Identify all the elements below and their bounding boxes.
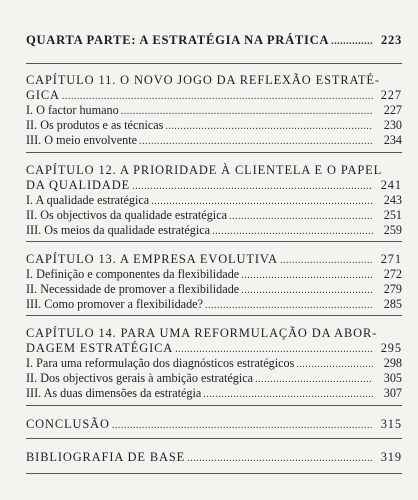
page-number: 234 xyxy=(383,133,402,147)
chapter-title: CAPÍTULO 11. O NOVO JOGO DA REFLEXÃO ESTRATÉ- xyxy=(26,73,380,87)
divider xyxy=(26,473,402,474)
page-number: 279 xyxy=(383,282,402,296)
page-number: 241 xyxy=(380,178,402,192)
page-number: 319 xyxy=(380,450,402,464)
divider xyxy=(26,63,402,64)
section-entry: II. Dos objectivos gerais à ambição estratégica ..... 305 xyxy=(26,371,402,387)
page-number: 298 xyxy=(383,356,402,370)
page-number: 259 xyxy=(383,223,402,237)
section-entry: III. As duas dimensões da estratégia ..... 307 xyxy=(26,386,402,402)
dot-leader xyxy=(203,387,373,402)
dot-leader xyxy=(296,357,373,372)
page-number: 295 xyxy=(380,341,402,355)
chapter-heading xyxy=(26,178,402,194)
chapter-heading xyxy=(26,88,402,104)
part-heading xyxy=(26,33,402,49)
dot-leader xyxy=(112,418,373,433)
page-number: 271 xyxy=(380,252,402,266)
dot-leader xyxy=(212,224,373,239)
page-number: 315 xyxy=(380,417,402,431)
chapter-title: CAPÍTULO 12. A PRIORIDADE À CLIENTELA E O PAPEL xyxy=(26,163,383,177)
dot-leader xyxy=(205,298,373,313)
dot-leader xyxy=(280,253,373,268)
section-entry: I. Definição e componentes da flexibilidade ..... 272 xyxy=(26,267,402,283)
dot-leader xyxy=(255,372,373,387)
section-entry: II. Os produtos e as técnicas ..... 230 xyxy=(26,118,402,134)
chapter-heading xyxy=(26,341,402,357)
section-entry: III. O meio envolvente ..... 234 xyxy=(26,133,402,149)
conclusion-heading xyxy=(26,417,402,433)
conclusion-title: CONCLUSÃO xyxy=(26,417,110,431)
page-number: 251 xyxy=(383,208,402,222)
section-entry: I. Para uma reformulação dos diagnósticos estratégicos ..... 298 xyxy=(26,356,402,372)
section-entry: II. Os objectivos da qualidade estratégica ..... 251 xyxy=(26,208,402,224)
page-number: 243 xyxy=(383,193,402,207)
divider xyxy=(26,405,402,406)
page-number: 227 xyxy=(380,88,402,102)
dot-leader xyxy=(62,89,373,104)
bibliography-heading xyxy=(26,450,402,466)
chapter-title-cont: GICA xyxy=(26,88,60,102)
dot-leader xyxy=(132,179,373,194)
dot-leader xyxy=(241,283,373,298)
dot-leader xyxy=(151,194,373,209)
chapter-title-cont: DA QUALIDADE xyxy=(26,178,131,192)
dot-leader xyxy=(241,268,373,283)
dot-leader xyxy=(165,119,373,134)
chapter-title: CAPÍTULO 14. PARA UMA REFORMULAÇÃO DA ABOR- xyxy=(26,326,378,340)
bibliography-title: BIBLIOGRAFIA DE BASE xyxy=(26,450,186,464)
page-number: 227 xyxy=(383,103,402,117)
chapter-heading xyxy=(26,252,402,268)
chapter-title-cont: DAGEM ESTRATÉGICA xyxy=(26,341,174,355)
divider xyxy=(26,438,402,439)
divider xyxy=(26,315,402,316)
section-entry: II. Necessidade de promover a flexibilidade ..... 279 xyxy=(26,282,402,298)
part-title: QUARTA PARTE: A ESTRATÉGIA NA PRÁTICA xyxy=(26,33,330,47)
dot-leader xyxy=(229,209,373,224)
section-entry: I. A qualidade estratégica ..... 243 xyxy=(26,193,402,209)
page-number: 230 xyxy=(383,118,402,132)
page-number: 305 xyxy=(383,371,402,385)
dot-leader xyxy=(121,104,373,119)
divider xyxy=(26,152,402,153)
chapter-title: CAPÍTULO 13. A EMPRESA EVOLUTIVA xyxy=(26,252,278,266)
dot-leader xyxy=(139,134,373,149)
divider xyxy=(26,241,402,242)
section-entry: III. Como promover a flexibilidade? ..... 285 xyxy=(26,297,402,313)
page-number: 223 xyxy=(381,33,402,47)
dot-leader xyxy=(331,34,373,49)
page-number: 272 xyxy=(383,267,402,281)
dot-leader xyxy=(175,342,373,357)
page-number: 285 xyxy=(383,297,402,311)
page-number: 307 xyxy=(383,386,402,400)
section-entry: I. O factor humano ..... 227 xyxy=(26,103,402,119)
section-entry: III. Os meios da qualidade estratégica ..... 259 xyxy=(26,223,402,239)
dot-leader xyxy=(187,451,373,466)
